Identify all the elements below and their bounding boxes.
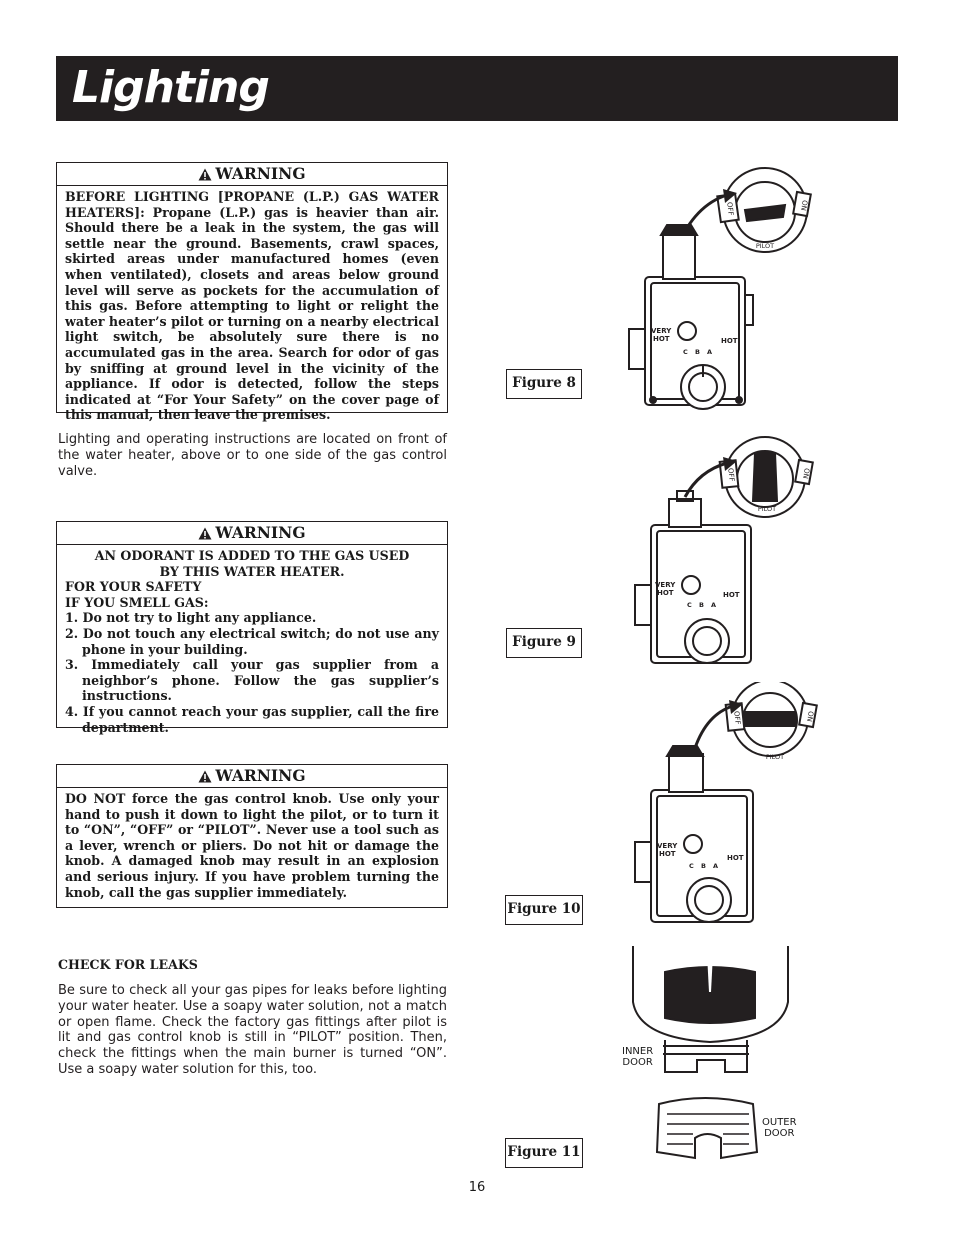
very-hot-label: VERY (651, 327, 672, 335)
a-label: A (711, 601, 717, 609)
list-item: 1. Do not try to light any appliance. (65, 610, 317, 626)
warning-line: BY THIS WATER HEATER. (159, 563, 345, 579)
list-item: 3. Immediately call your gas supplier from a neighbor’s phone. Follow the gas supplier’s instructions. (65, 657, 439, 704)
b-label: B (695, 348, 700, 356)
c-label: C (689, 862, 694, 870)
figure-8-label: Figure 8 (506, 369, 582, 399)
off-label: OFF (732, 710, 742, 725)
pilot-label: PILOT (757, 505, 777, 513)
hot-left-label: HOT (659, 850, 676, 858)
warning-text (57, 545, 447, 735)
a-label: A (707, 348, 713, 356)
warning-triangle-icon (198, 527, 212, 540)
warning-box-propane (56, 162, 448, 423)
off-label: OFF (726, 467, 736, 482)
hot-right-label: HOT (723, 591, 740, 599)
check-for-leaks-text: Be sure to check all your gas pipes for leaks before lighting your water heater. Use a soapy water solution, not a match or open flame. Check the factory gas fittings after pilot is lit and gas control knob is still in “PILOT” position. Then, check the fittings when the main burner is turned “ON”. Use a soapy water solution for this, too. (58, 983, 447, 1077)
warning-triangle-icon (198, 168, 212, 181)
warning-header (57, 765, 447, 788)
gas-control-valve-figure-9 (615, 435, 830, 667)
off-label: OFF (725, 201, 735, 216)
on-label: ON (801, 467, 811, 480)
gas-control-valve-figure-10 (615, 682, 830, 930)
outer-door-label: OUTER DOOR (762, 1117, 797, 1139)
very-hot-label: VERY (657, 842, 678, 850)
warning-triangle-icon (198, 770, 212, 783)
warning-header (57, 522, 447, 545)
warning-title: WARNING (215, 164, 306, 183)
warning-header (57, 163, 447, 186)
warning-line: AN ODORANT IS ADDED TO THE GAS USED (94, 548, 410, 563)
hot-right-label: HOT (727, 854, 744, 862)
warning-line: FOR YOUR SAFETY (65, 579, 202, 595)
warning-box-odorant (56, 521, 448, 735)
b-label: B (701, 862, 706, 870)
very-hot-label: VERY (655, 581, 676, 589)
lighting-instructions-text: Lighting and operating instructions are located on front of the water heater, above or to one side of the gas control valve. (58, 432, 447, 479)
list-item: 4. If you cannot reach your gas supplier, call the fire department. (65, 703, 439, 735)
figure-9-label: Figure 9 (506, 628, 582, 658)
on-label: ON (805, 710, 815, 723)
a-label: A (713, 862, 719, 870)
warning-line: IF YOU SMELL GAS: (65, 594, 209, 610)
c-label: C (687, 601, 692, 609)
pilot-label: PILOT (765, 753, 785, 761)
c-label: C (683, 348, 688, 356)
hot-left-label: HOT (657, 589, 674, 597)
b-label: B (699, 601, 704, 609)
list-item: 2. Do not touch any electrical switch; do not use any phone in your building. (65, 625, 439, 657)
gas-control-valve-figure-8 (615, 165, 830, 415)
warning-title: WARNING (215, 523, 306, 542)
check-for-leaks-heading: CHECK FOR LEAKS (58, 957, 198, 972)
warning-text: BEFORE LIGHTING [PROPANE (L.P.) GAS WATER HEATERS]: Propane (L.P.) gas is heavier than air. Should there be a leak in the system, the gas will settle near the ground. Basements, crawl spaces, skirted areas under manufactured homes (even when ventilated), closets and areas below ground level will serve as pockets for the accumulation of this gas. Before attempting to light or relight the water heater’s pilot or turning on a nearby electrical light switch, be absolutely sure there is no accumulated gas in the area. Search for odor of gas by sniffing at ground level in the vicinity of the appliance. If odor is detected, follow the steps indicated at “For Your Safety” on the cover page of this manual, then leave the premises. (65, 189, 439, 423)
warning-text: DO NOT force the gas control knob. Use only your hand to push it down to light the pilot, or to turn it to “ON”, “OFF” or “PILOT”. Never use a tool such as a lever, wrench or pliers. Do not hit or damage the knob. A damaged knob may result in an explosion and serious injury. If you have problem turning the knob, call the gas supplier immediately. (65, 791, 439, 900)
on-label: ON (799, 199, 809, 212)
warning-title: WARNING (215, 766, 306, 785)
inner-door-label: INNER DOOR (622, 1046, 654, 1068)
page-number: 16 (468, 1180, 486, 1195)
section-header (56, 56, 898, 121)
figure-10-label: Figure 10 (505, 895, 583, 925)
hot-left-label: HOT (653, 335, 670, 343)
page-title: Lighting (72, 62, 269, 113)
pilot-label: PILOT (755, 242, 775, 250)
warning-box-knob (56, 764, 448, 908)
hot-right-label: HOT (721, 337, 738, 345)
figure-11-label: Figure 11 (505, 1138, 583, 1168)
